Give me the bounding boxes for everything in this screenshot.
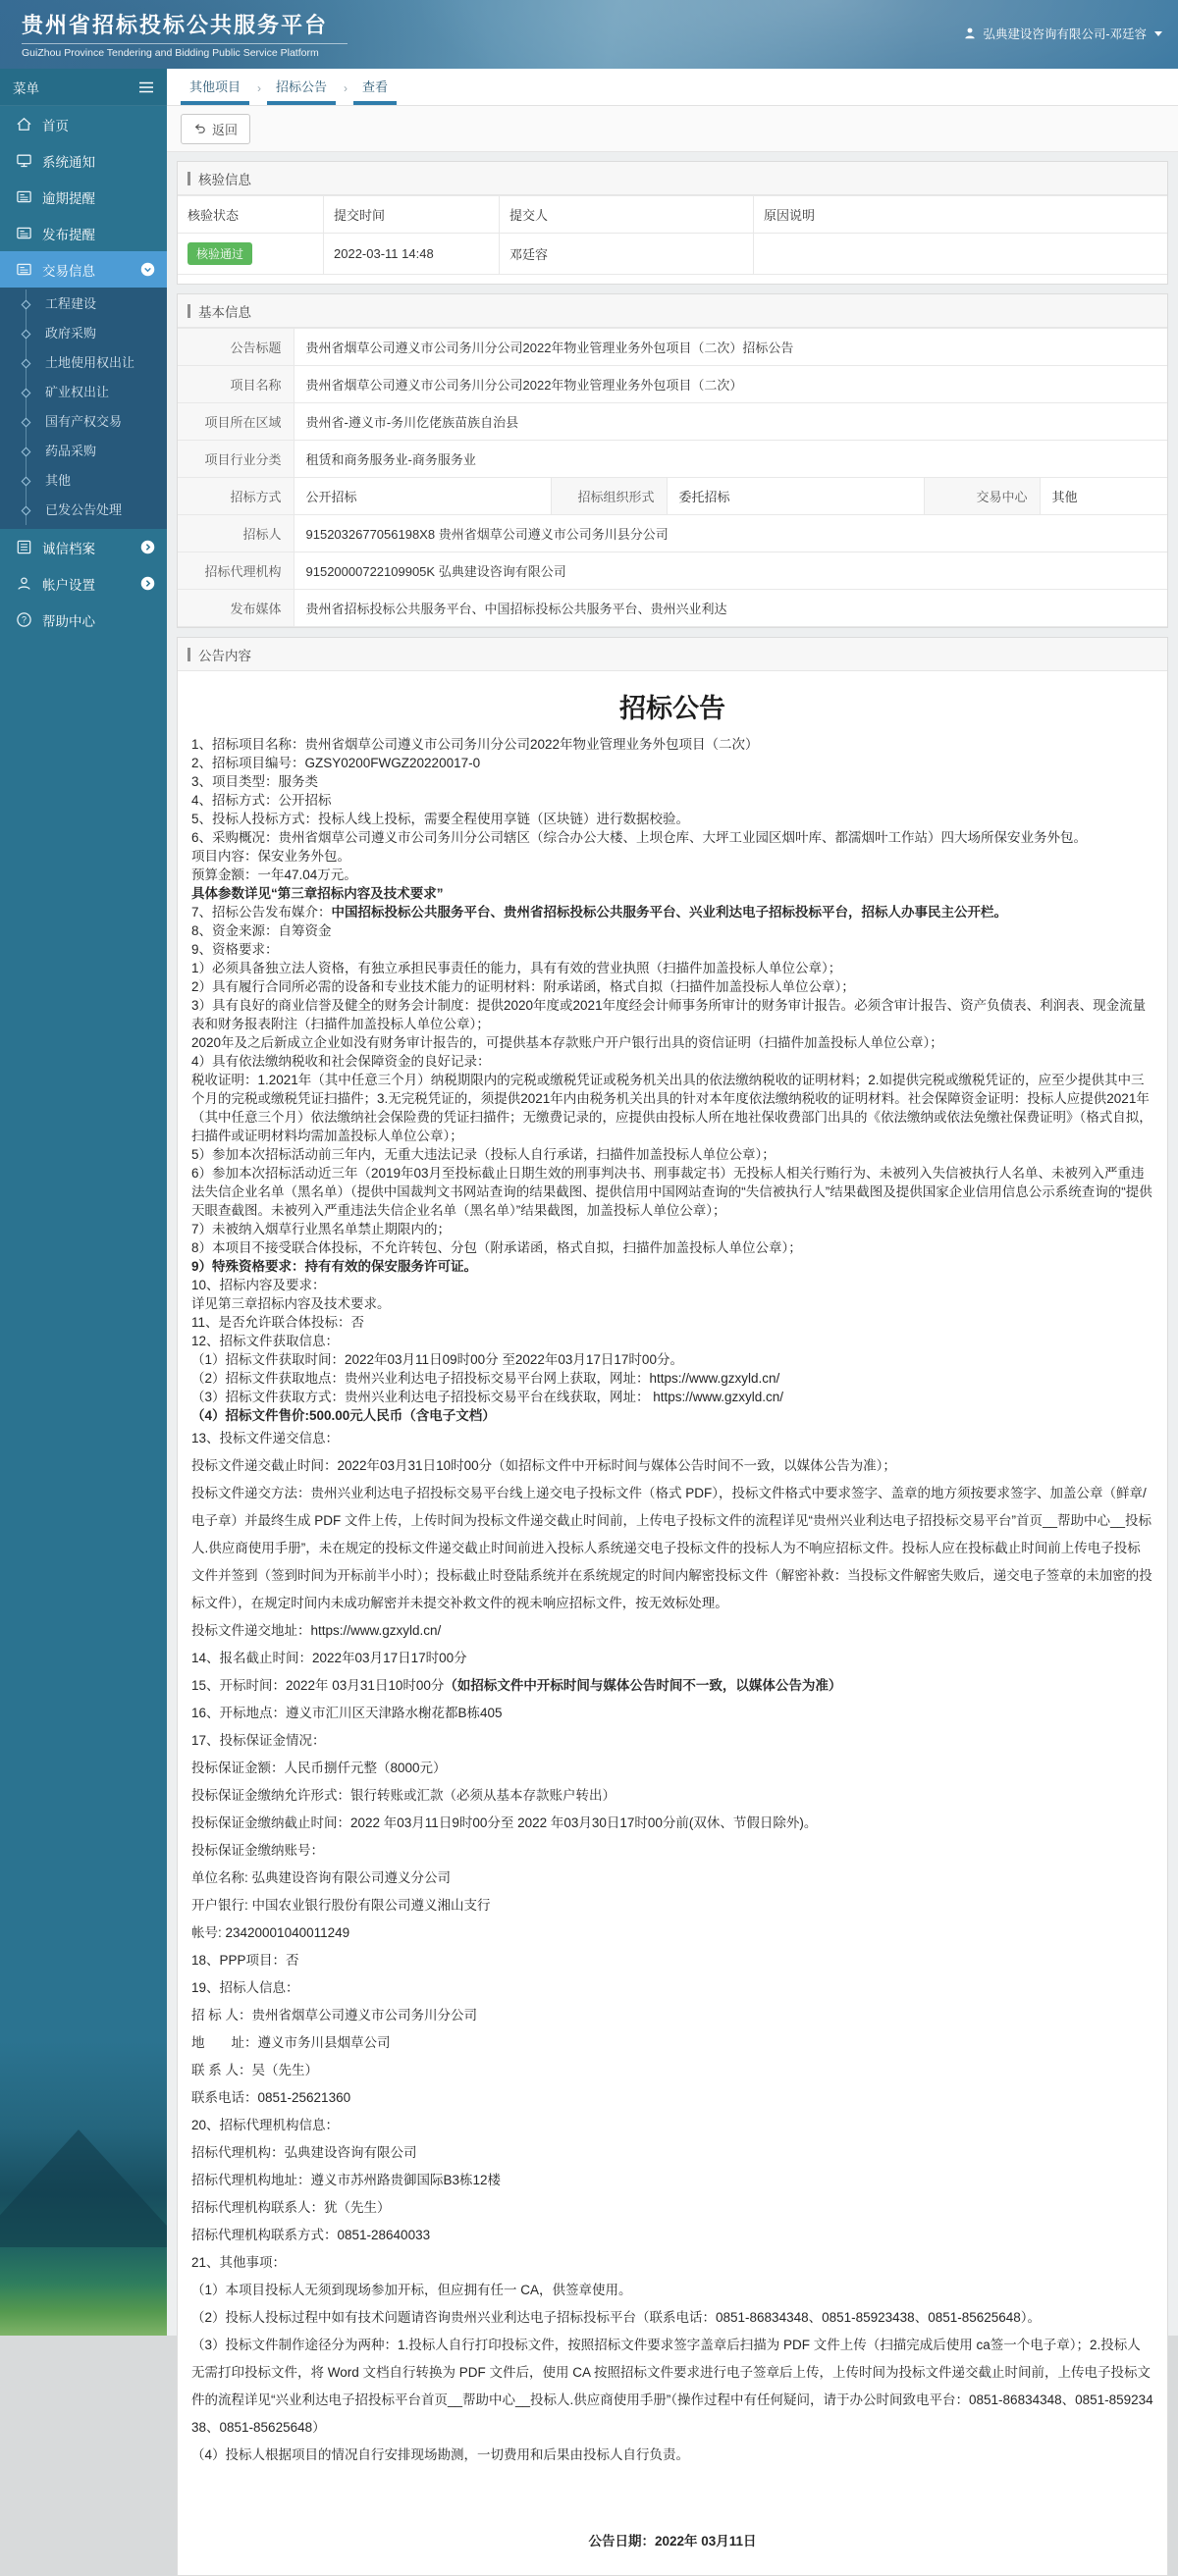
monitor-icon xyxy=(16,152,32,169)
verify-table xyxy=(178,195,1167,275)
verify-panel-header xyxy=(178,162,1167,195)
announcement-paragraph: 21、其他事项： xyxy=(191,2255,287,2270)
chevron-right-icon xyxy=(140,576,155,591)
breadcrumb-item-other-projects[interactable]: 其他项目 xyxy=(181,73,249,105)
verify-status-cell xyxy=(178,234,324,275)
document-title: 招标公告 xyxy=(619,694,725,723)
sidebar-subitem-land-use-right[interactable]: 土地使用权出让 xyxy=(0,348,167,378)
basic-info-table xyxy=(178,328,1167,627)
sidebar-item-credit-archive[interactable] xyxy=(0,529,167,565)
announcement-date: 公告日期：2022年 03月11日 xyxy=(588,2534,757,2549)
announcement-paragraph: （1）本项目投标人无须到现场参加开标，但应拥有任一 CA，供签章使用。 xyxy=(191,2283,632,2297)
basic-info-row xyxy=(178,329,1167,366)
announcement-panel-title: 公告内容 xyxy=(198,648,251,663)
basic-info-panel xyxy=(177,293,1168,628)
announcement-paragraph: 具体参数详见“第三章招标内容及技术要求” xyxy=(191,886,444,901)
announcement-paragraph: 10、招标内容及要求： xyxy=(191,1278,326,1292)
basic-info-label: 招标方式 xyxy=(178,478,294,515)
sidebar-item-label: 逾期提醒 xyxy=(42,190,95,206)
basic-info-label: 项目名称 xyxy=(178,366,294,403)
document-body xyxy=(191,735,1153,2469)
sidebar-item-publish-reminder[interactable] xyxy=(0,215,167,251)
breadcrumb xyxy=(167,69,1178,106)
announcement-paragraph: （3）招标文件获取方式：贵州兴业利达电子招投标交易平台在线获取，网址： https://www.gzxyld.cn/ xyxy=(191,1390,784,1404)
basic-info-label: 项目行业分类 xyxy=(178,441,294,478)
basic-info-value: 贵州省-遵义市-务川仡佬族苗族自治县 xyxy=(294,403,1167,441)
sidebar-item-label: 发布提醒 xyxy=(42,227,95,242)
verify-column-header: 核验状态 xyxy=(178,196,324,234)
basic-info-value: 贵州省烟草公司遵义市公司务川分公司2022年物业管理业务外包项目（二次）招标公告 xyxy=(294,329,1167,366)
help-icon xyxy=(16,611,32,628)
announcement-paragraph: 投标保证金缴纳允许形式：银行转账或汇款（必须从基本存款账户转出） xyxy=(191,1788,616,1803)
card-icon xyxy=(16,261,32,278)
basic-info-value: 9152032677056198X8 贵州省烟草公司遵义市公司务川县分公司 xyxy=(294,515,1167,552)
sidebar-submenu xyxy=(0,288,167,529)
sidebar-item-label: 首页 xyxy=(42,118,69,133)
announcement-paragraph: 帐号: 23420001040011249 xyxy=(191,1925,350,1940)
announcement-paragraph: 5、投标人投标方式：投标人线上投标，需要全程使用享链（区块链）进行数据校验。 xyxy=(191,812,690,826)
announcement-paragraph: 9）特殊资格要求：持有有效的保安服务许可证。 xyxy=(191,1259,478,1274)
sidebar-menu xyxy=(0,106,167,638)
announcement-paragraph: 12、招标文件获取信息： xyxy=(191,1334,340,1348)
announcement-paragraph: 地 址：遵义市务川县烟草公司 xyxy=(191,2035,391,2050)
basic-info-label: 招标代理机构 xyxy=(178,552,294,590)
back-icon xyxy=(193,122,207,135)
sidebar-item-overdue-reminder[interactable] xyxy=(0,179,167,215)
sidebar-subitem-state-property[interactable]: 国有产权交易 xyxy=(0,407,167,437)
announcement-paragraph: 3）具有良好的商业信誉及健全的财务会计制度：提供2020年度或2021年度经会计师事务所审计的财务审计报告。必须含审计报告、资产负债表、利润表、现金流量表和财务报表附注（扫描件加盖投标人单位公章）； xyxy=(191,998,1147,1031)
announcement-paragraph: 联 系 人：吴（先生） xyxy=(191,2063,319,2077)
announcement-document xyxy=(178,671,1167,2575)
sidebar-subitem-other[interactable]: 其他 xyxy=(0,466,167,496)
announcement-paragraph: 税收证明：1.2021年（其中任意三个月）纳税期限内的完税或缴税凭证或税务机关出具的依法缴纳税收的证明材料；2.如提供完税或缴税凭证的，应至少提供其中三个月的完税或缴税凭证扫描件；3.无完税凭证的，须提供2021年内由税务机关出具的针对本年度依法缴纳税收的证明材料。社会保障资金证明：投标人应提供2021年（其中任意三个月）依法缴纳社会保险费的凭证扫描件；无缴费记录的，应提供由投标人所在地社保收费部门出具的《依法缴纳或依法免缴社保费证明》（格式自拟，扫描件或证明材料均需加盖投标人单位公章）； xyxy=(191,1073,1152,1143)
back-label: 返回 xyxy=(212,122,239,137)
announcement-paragraph: 16、开标地点：遵义市汇川区天津路水榭花都B栋405 xyxy=(191,1706,503,1720)
sidebar-subitem-project-construction[interactable]: 工程建设 xyxy=(0,289,167,319)
verify-column-header: 提交时间 xyxy=(324,196,500,234)
section-tick xyxy=(187,172,190,185)
announcement-paragraph: 14、报名截止时间：2022年03月17日17时00分 xyxy=(191,1651,467,1665)
person-icon xyxy=(963,26,977,40)
verify-panel-title: 核验信息 xyxy=(198,172,251,187)
sidebar-header xyxy=(0,69,167,106)
announcement-paragraph: 7）未被纳入烟草行业黑名单禁止期限内的； xyxy=(191,1222,452,1236)
announcement-paragraph: 单位名称: 弘典建设咨询有限公司遵义分公司 xyxy=(191,1870,452,1885)
home-icon xyxy=(16,116,32,132)
user-name: 弘典建设咨询有限公司-邓廷容 xyxy=(983,27,1147,41)
announcement-paragraph: 预算金额：一年47.04万元。 xyxy=(191,867,357,882)
announcement-paragraph: （2）招标文件获取地点：贵州兴业利达电子招投标交易平台网上获取，网址：https://www.gzxyld.cn/ xyxy=(191,1371,780,1386)
announcement-paragraph: 8、资金来源：自筹资金 xyxy=(191,923,332,938)
section-tick xyxy=(187,648,190,661)
sidebar-item-label: 交易信息 xyxy=(42,263,95,279)
announcement-paragraph: 2）具有履行合同所必需的设备和专业技术能力的证明材料：附承诺函，格式自拟（扫描件加盖投标人单位公章）； xyxy=(191,979,855,994)
announcement-paragraph: （4）招标文件售价:500.00元人民币（含电子文档） xyxy=(191,1408,496,1423)
back-button[interactable] xyxy=(181,114,250,144)
toolbar xyxy=(167,106,1178,152)
announcement-paragraph: 8）本项目不接受联合体投标，不允许转包、分包（附承诺函，格式自拟，扫描件加盖投标人单位公章）； xyxy=(191,1240,802,1255)
announcement-paragraph: 招标代理机构：弘典建设咨询有限公司 xyxy=(191,2145,417,2160)
breadcrumb-item-view[interactable]: 查看 xyxy=(353,73,397,105)
verify-data-row xyxy=(178,234,1167,275)
sidebar xyxy=(0,69,167,2336)
user-menu[interactable] xyxy=(963,25,1162,42)
basic-info-value: 其他 xyxy=(1040,478,1167,515)
announcement-paragraph: 11、是否允许联合体投标：否 xyxy=(191,1315,365,1330)
announcement-paragraph: 详见第三章招标内容及技术要求。 xyxy=(191,1296,391,1311)
sidebar-subitem-mining-right[interactable]: 矿业权出让 xyxy=(0,378,167,407)
basic-info-label: 招标人 xyxy=(178,515,294,552)
app-header xyxy=(0,0,1178,69)
sidebar-subitem-drug-procurement[interactable]: 药品采购 xyxy=(0,437,167,466)
announcement-paragraph: 招标代理机构联系人：犹（先生） xyxy=(191,2200,391,2215)
sidebar-subitem-published-notice[interactable]: 已发公告处理 xyxy=(0,496,167,525)
announcement-panel-header xyxy=(178,638,1167,671)
basic-info-value: 贵州省烟草公司遵义市公司务川分公司2022年物业管理业务外包项目（二次） xyxy=(294,366,1167,403)
announcement-paragraph: 投标文件递交方法：贵州兴业利达电子招投标交易平台线上递交电子投标文件（格式 PDF），投标文件格式中要求签字、盖章的地方须按要求签字、加盖公章（鲜章/电子章）并最终生成 PDF 文件上传，上传时间为投标文件递交截止时间前，上传电子投标文件的流程详见“贵州兴业利达电子招投标交易平台”首页__帮助中心__投标人.供应商使用手册”，未在规定的投标文件递交截止时间前进入投标人系统递交电子投标文件的投标人为不响应招标文件。投标人应在投标截止时间前上传电子投标文件并签到（签到时间为开标前半小时）；投标截止时登陆系统并在系统规定的时间内解密投标文件（解密补救：当投标文件解密失败后，递交电子签章的未加密的投标文件），在规定时间内未成功解密并未提交补救文件的视未响应招标文件，按无效标处理。 xyxy=(191,1486,1152,1610)
verify-time-cell: 2022-03-11 14:48 xyxy=(324,234,500,275)
announcement-paragraph: 6）参加本次招标活动近三年（2019年03月至投标截止日期生效的刑事判决书、刑事裁定书）无投标人相关行贿行为、未被列入失信被执行人名单、未被列入严重违法失信企业名单（黑名单）（提供中国裁判文书网站查询的结果截图、提供信用中国网站查询的“失信被执行人”结果截图及提供国家企业信用信息公示系统查询的“提供天眼查截图。未被列入严重违法失信企业名单（黑名单）”结果截图，加盖投标人单位公章）； xyxy=(191,1166,1152,1218)
basic-info-label: 项目所在区域 xyxy=(178,403,294,441)
basic-panel-header xyxy=(178,294,1167,328)
announcement-paragraph: 4）具有依法缴纳税收和社会保障资金的良好记录： xyxy=(191,1054,491,1069)
announcement-paragraph: 1）必须具备独立法人资格，有独立承担民事责任的能力，具有有效的营业执照（扫描件加盖投标人单位公章）； xyxy=(191,961,842,975)
announcement-paragraph: 联系电话：0851-25621360 xyxy=(191,2090,351,2105)
announcement-paragraph: 投标文件递交截止时间：2022年03月31日10时00分（如招标文件中开标时间与媒体公告时间不一致，以媒体公告为准）； xyxy=(191,1458,896,1473)
announcement-paragraph: 18、PPP项目：否 xyxy=(191,1953,299,1968)
announcement-panel xyxy=(177,637,1168,2576)
basic-info-row xyxy=(178,441,1167,478)
list-icon xyxy=(16,539,32,555)
announcement-paragraph: 2020年及之后新成立企业如没有财务审计报告的，可提供基本存款账户开户银行出具的资信证明（扫描件加盖投标人单位公章）； xyxy=(191,1035,943,1050)
announcement-paragraph: 招标代理机构地址：遵义市苏州路贵御国际B3栋12楼 xyxy=(191,2173,502,2187)
sidebar-item-trade-info[interactable] xyxy=(0,251,167,288)
announcement-paragraph: 招 标 人：贵州省烟草公司遵义市公司务川分公司 xyxy=(191,2008,478,2023)
chevron-down-icon xyxy=(140,262,155,277)
basic-info-value: 租赁和商务服务业-商务服务业 xyxy=(294,441,1167,478)
basic-info-label: 公告标题 xyxy=(178,329,294,366)
basic-info-label: 交易中心 xyxy=(924,478,1040,515)
verify-column-header: 原因说明 xyxy=(754,196,1168,234)
user-icon xyxy=(16,575,32,592)
verify-panel xyxy=(177,161,1168,285)
announcement-paragraph: 招标代理机构联系方式：0851-28640033 xyxy=(191,2228,431,2242)
announcement-paragraph: （3）投标文件制作途径分为两种：1.投标人自行打印投标文件，按照招标文件要求签字盖章后扫描为 PDF 文件上传（扫描完成后使用 ca签一个电子章）；2.投标人无需打印投标文件，将 Word 文档自行转换为 PDF 文件后，使用 CA 按照招标文件要求进行电子签章后上传，上传时间为投标文件递交截止时间前，上传电子投标文件的流程详见“兴业利达电子招投标平台首页__帮助中心__投标人.供应商使用手册”（操作过程中有任何疑问，请于办公时间致电平台：0851-86834348、0851-85923438、0851-85625648） xyxy=(191,2338,1153,2435)
verify-submitter-cell: 邓廷容 xyxy=(500,234,754,275)
announcement-paragraph: 20、招标代理机构信息： xyxy=(191,2118,340,2132)
section-tick xyxy=(187,304,190,318)
sidebar-item-label: 帮助中心 xyxy=(42,613,95,629)
basic-info-row xyxy=(178,515,1167,552)
basic-info-label: 发布媒体 xyxy=(178,590,294,627)
announcement-paragraph: （4）投标人根据项目的情况自行安排现场勘测，一切费用和后果由投标人自行负责。 xyxy=(191,2447,690,2462)
basic-info-row xyxy=(178,552,1167,590)
announcement-paragraph: 9、资格要求： xyxy=(191,942,279,957)
app-subtitle: GuiZhou Province Tendering and Bidding Public Service Platform xyxy=(22,43,348,59)
panel-footer-spacer xyxy=(178,275,1167,284)
sidebar-item-home[interactable] xyxy=(0,106,167,142)
announcement-paragraph: 投标保证金缴纳截止时间：2022 年03月11日9时00分至 2022 年03月30日17时00分前(双休、节假日除外)。 xyxy=(191,1815,818,1830)
announcement-paragraph: 6、采购概况：贵州省烟草公司遵义市公司务川分公司辖区（综合办公大楼、上坝仓库、大坪工业园区烟叶库、都濡烟叶工作站）四大场所保安业务外包。 xyxy=(191,830,1088,845)
app-title: 贵州省招标投标公共服务平台 xyxy=(22,13,329,37)
sidebar-item-label: 帐户设置 xyxy=(42,577,95,593)
breadcrumb-separator: › xyxy=(257,81,262,95)
announcement-paragraph: 1、招标项目名称：贵州省烟草公司遵义市公司务川分公司2022年物业管理业务外包项目（二次） xyxy=(191,737,759,752)
sidebar-scenery-image xyxy=(0,2041,167,2336)
hamburger-icon[interactable] xyxy=(138,81,154,93)
basic-info-row xyxy=(178,590,1167,627)
verify-reason-cell xyxy=(754,234,1168,275)
announcement-paragraph: 5）参加本次招标活动前三年内，无重大违法记录（投标人自行承诺，扫描件加盖投标人单位公章）； xyxy=(191,1147,776,1162)
caret-down-icon xyxy=(1154,31,1162,36)
breadcrumb-separator: › xyxy=(344,81,348,95)
sidebar-item-system-notice[interactable] xyxy=(0,142,167,179)
announcement-paragraph: 投标保证金缴纳账号： xyxy=(191,1843,324,1858)
basic-info-value: 贵州省招标投标公共服务平台、中国招标投标公共服务平台、贵州兴业利达 xyxy=(294,590,1167,627)
basic-info-row xyxy=(178,366,1167,403)
basic-panel-title: 基本信息 xyxy=(198,304,251,320)
sidebar-item-account-settings[interactable] xyxy=(0,565,167,602)
announcement-paragraph: 4、招标方式：公开招标 xyxy=(191,793,332,808)
card-icon xyxy=(16,188,32,205)
card-icon xyxy=(16,225,32,241)
chevron-right-icon xyxy=(140,540,155,554)
verify-column-header: 提交人 xyxy=(500,196,754,234)
sidebar-subitem-government-procurement[interactable]: 政府采购 xyxy=(0,319,167,348)
sidebar-item-label: 诚信档案 xyxy=(42,541,95,556)
announcement-paragraph: 13、投标文件递交信息： xyxy=(191,1431,340,1446)
basic-info-value: 委托招标 xyxy=(667,478,924,515)
announcement-paragraph: 项目内容：保安业务外包。 xyxy=(191,849,350,864)
announcement-paragraph: 开户银行: 中国农业银行股份有限公司遵义湘山支行 xyxy=(191,1898,491,1913)
breadcrumb-item-tender-notice[interactable]: 招标公告 xyxy=(267,73,336,105)
announcement-paragraph: （2）投标人投标过程中如有技术问题请咨询贵州兴业利达电子招标投标平台（联系电话：0851-86834348、0851-85923438、0851-85625648）。 xyxy=(191,2310,1042,2325)
announcement-paragraph: 7、招标公告发布媒介：中国招标投标公共服务平台、贵州省招标投标公共服务平台、兴业利达电子招标投标平台，招标人办事民主公开栏。 xyxy=(191,905,1008,920)
announcement-paragraph: 2、招标项目编号：GZSY0200FWGZ20220017-0 xyxy=(191,756,481,770)
announcement-paragraph: 15、开标时间：2022年 03月31日10时00分（如招标文件中开标时间与媒体公告时间不一致，以媒体公告为准） xyxy=(191,1678,842,1693)
announcement-paragraph: 19、招标人信息： xyxy=(191,1980,299,1995)
announcement-paragraph: 投标保证金额：人民币捌仟元整（8000元） xyxy=(191,1761,447,1775)
menu-label: 菜单 xyxy=(13,80,39,96)
basic-info-row xyxy=(178,403,1167,441)
basic-info-value: 公开招标 xyxy=(294,478,551,515)
status-badge: 核验通过 xyxy=(187,242,252,265)
svg-text:?: ? xyxy=(21,614,27,625)
basic-info-row xyxy=(178,478,1167,515)
verify-header-row xyxy=(178,196,1167,234)
announcement-paragraph: 3、项目类型：服务类 xyxy=(191,774,319,789)
announcement-paragraph: （1）招标文件获取时间：2022年03月11日09时00分 至2022年03月17日17时00分。 xyxy=(191,1352,683,1367)
basic-info-label: 招标组织形式 xyxy=(551,478,667,515)
sidebar-item-label: 系统通知 xyxy=(42,154,95,170)
sidebar-item-help-center[interactable] xyxy=(0,602,167,638)
announcement-paragraph: 17、投标保证金情况： xyxy=(191,1733,326,1748)
main-area xyxy=(167,69,1178,2549)
basic-info-value: 91520000722109905K 弘典建设咨询有限公司 xyxy=(294,552,1167,590)
announcement-paragraph: 投标文件递交地址：https://www.gzxyld.cn/ xyxy=(191,1623,442,1638)
